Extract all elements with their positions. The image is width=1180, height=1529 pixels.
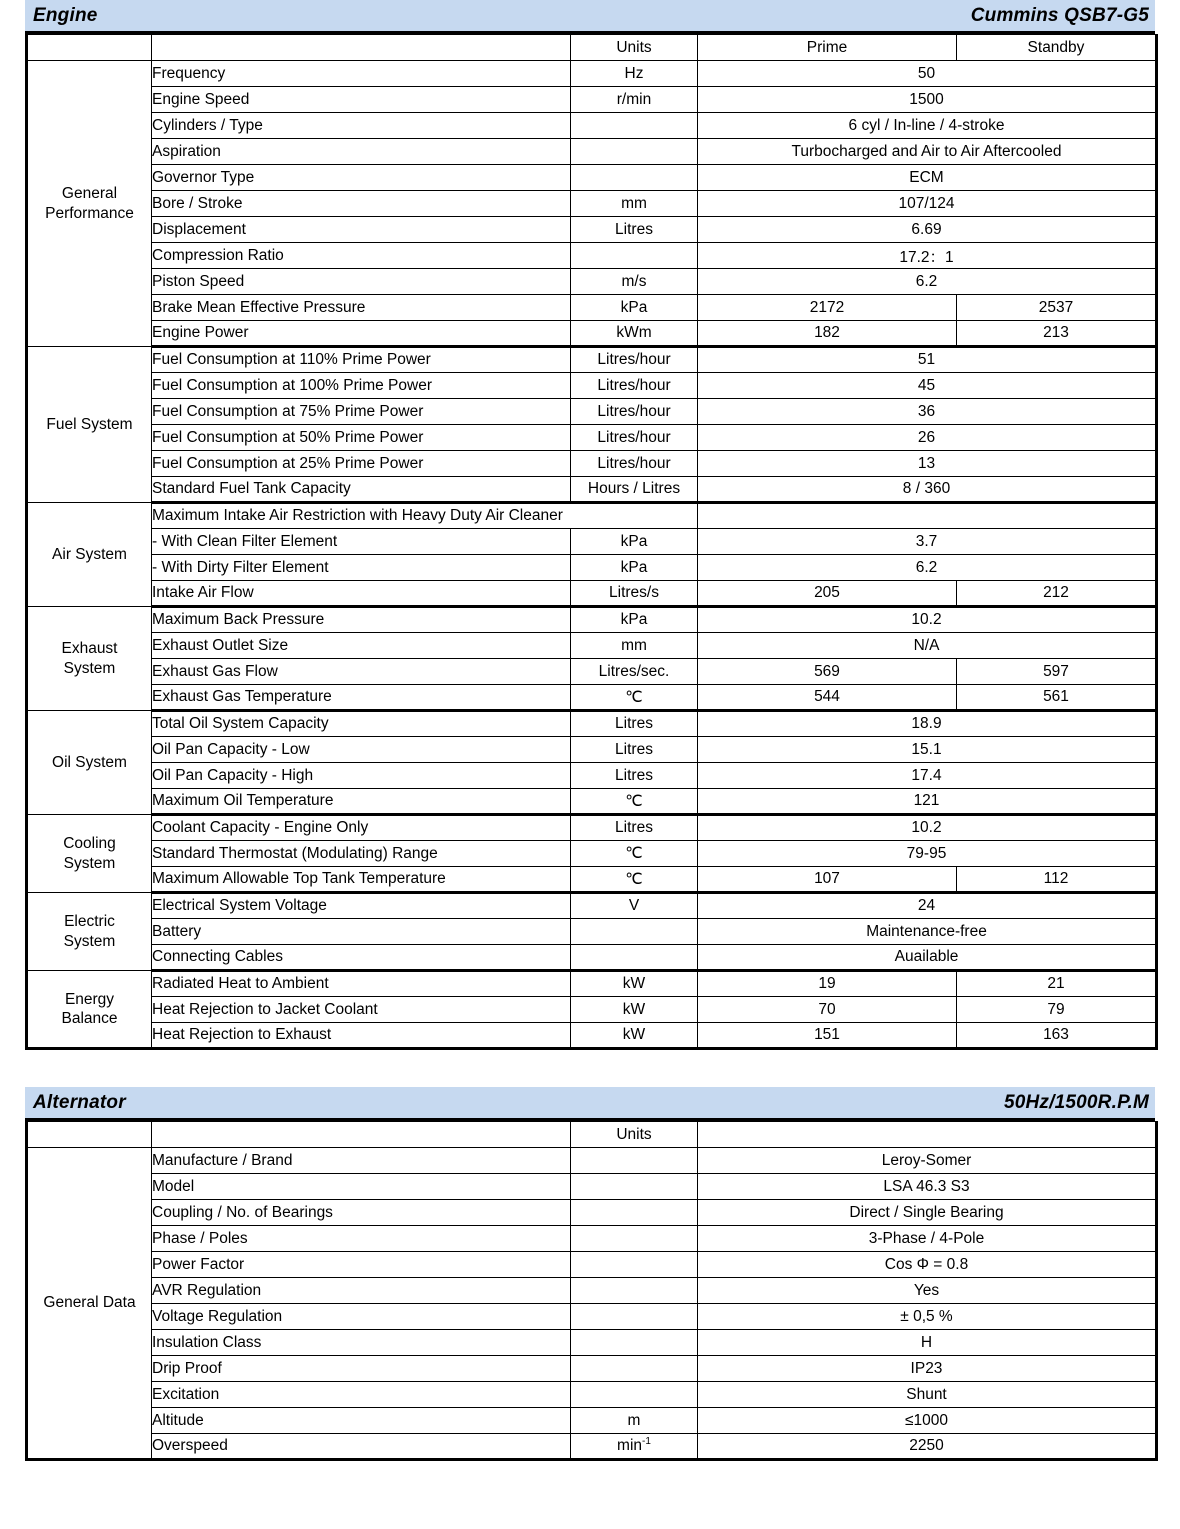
row-value-electrical-system-voltage: 24 xyxy=(698,893,1157,919)
row-standby-radiated-heat-to-ambient: 21 xyxy=(957,971,1157,997)
row-units-standard-thermostat-modulating-range: ℃ xyxy=(571,841,698,867)
table-row xyxy=(27,217,1157,243)
row-standby-brake-mean-effective-pressure: 2537 xyxy=(957,295,1157,321)
row-units-coolant-capacity-engine-only: Litres xyxy=(571,815,698,841)
table-row xyxy=(27,191,1157,217)
row-value-engine-speed: 1500 xyxy=(698,87,1157,113)
alternator-banner-title: Alternator xyxy=(33,1091,126,1113)
row-value-maximum-intake-air-restriction-with-heavy-duty-air-cleaner xyxy=(698,503,1157,529)
row-value-coupling-no-of-bearings: Direct / Single Bearing xyxy=(698,1200,1157,1226)
row-label-piston-speed: Piston Speed xyxy=(152,269,571,295)
row-label-frequency: Frequency xyxy=(152,61,571,87)
row-value-bore-stroke: 107/124 xyxy=(698,191,1157,217)
row-units-aspiration xyxy=(571,139,698,165)
row-units-exhaust-gas-flow: Litres/sec. xyxy=(571,659,698,685)
table-row xyxy=(27,555,1157,581)
table-row xyxy=(27,737,1157,763)
row-units-maximum-oil-temperature: ℃ xyxy=(571,789,698,815)
row-units-displacement: Litres xyxy=(571,217,698,243)
row-label-displacement: Displacement xyxy=(152,217,571,243)
engine-banner xyxy=(25,0,1155,34)
row-label-maximum-intake-air-restriction-with-heavy-duty-air-cleaner: Maximum Intake Air Restriction with Heavy Duty Air Cleaner xyxy=(152,503,698,529)
row-label-insulation-class: Insulation Class xyxy=(152,1330,571,1356)
row-label-brake-mean-effective-pressure: Brake Mean Effective Pressure xyxy=(152,295,571,321)
row-label-with-clean-filter-element: - With Clean Filter Element xyxy=(152,529,571,555)
row-units-maximum-back-pressure: kPa xyxy=(571,607,698,633)
row-units-battery xyxy=(571,919,698,945)
table-row xyxy=(27,1356,1157,1382)
row-value-standard-fuel-tank-capacity: 8 / 360 xyxy=(698,477,1157,503)
row-label-coolant-capacity-engine-only: Coolant Capacity - Engine Only xyxy=(152,815,571,841)
row-label-fuel-consumption-at-110-prime-power: Fuel Consumption at 110% Prime Power xyxy=(152,347,571,373)
table-row xyxy=(27,633,1157,659)
row-label-drip-proof: Drip Proof xyxy=(152,1356,571,1382)
row-units-intake-air-flow: Litres/s xyxy=(571,581,698,607)
category-cell-oil-system: Oil System xyxy=(27,711,152,815)
row-value-manufacture-brand: Leroy-Somer xyxy=(698,1148,1157,1174)
table-row xyxy=(27,1200,1157,1226)
table-row xyxy=(27,139,1157,165)
engine-banner-title: Engine xyxy=(33,4,98,26)
row-units-excitation xyxy=(571,1382,698,1408)
category-cell-cooling-system: Cooling System xyxy=(27,815,152,893)
alternator-banner xyxy=(25,1087,1155,1121)
row-label-coupling-no-of-bearings: Coupling / No. of Bearings xyxy=(152,1200,571,1226)
row-standby-maximum-allowable-top-tank-temperature: 112 xyxy=(957,867,1157,893)
row-value-governor-type: ECM xyxy=(698,165,1157,191)
row-value-fuel-consumption-at-50-prime-power: 26 xyxy=(698,425,1157,451)
row-label-overspeed: Overspeed xyxy=(152,1434,571,1460)
row-value-total-oil-system-capacity: 18.9 xyxy=(698,711,1157,737)
row-label-exhaust-gas-flow: Exhaust Gas Flow xyxy=(152,659,571,685)
row-units-engine-speed: r/min xyxy=(571,87,698,113)
engine-table-header-row xyxy=(27,35,1157,61)
row-label-total-oil-system-capacity: Total Oil System Capacity xyxy=(152,711,571,737)
row-value-fuel-consumption-at-25-prime-power: 13 xyxy=(698,451,1157,477)
table-row xyxy=(27,1330,1157,1356)
row-units-drip-proof xyxy=(571,1356,698,1382)
alternator-table-header-row xyxy=(27,1122,1157,1148)
row-label-intake-air-flow: Intake Air Flow xyxy=(152,581,571,607)
table-row xyxy=(27,1382,1157,1408)
row-units-fuel-consumption-at-50-prime-power: Litres/hour xyxy=(571,425,698,451)
engine-header-blank-label xyxy=(152,35,571,61)
row-units-model xyxy=(571,1174,698,1200)
alternator-table-body xyxy=(27,1148,1157,1460)
row-units-frequency: Hz xyxy=(571,61,698,87)
row-label-connecting-cables: Connecting Cables xyxy=(152,945,571,971)
table-row xyxy=(27,659,1157,685)
row-value-with-clean-filter-element: 3.7 xyxy=(698,529,1157,555)
table-row xyxy=(27,295,1157,321)
row-standby-heat-rejection-to-jacket-coolant: 79 xyxy=(957,997,1157,1023)
row-label-cylinders-type: Cylinders / Type xyxy=(152,113,571,139)
alternator-header-blank-label xyxy=(152,1122,571,1148)
table-row xyxy=(27,1023,1157,1049)
table-row xyxy=(27,529,1157,555)
table-row xyxy=(27,61,1157,87)
row-standby-intake-air-flow: 212 xyxy=(957,581,1157,607)
row-units-manufacture-brand xyxy=(571,1148,698,1174)
category-cell-fuel-system: Fuel System xyxy=(27,347,152,503)
table-row xyxy=(27,321,1157,347)
row-prime-brake-mean-effective-pressure: 2172 xyxy=(698,295,957,321)
table-row xyxy=(27,243,1157,269)
table-row xyxy=(27,607,1157,633)
row-prime-engine-power: 182 xyxy=(698,321,957,347)
table-row xyxy=(27,997,1157,1023)
row-label-with-dirty-filter-element: - With Dirty Filter Element xyxy=(152,555,571,581)
row-value-excitation: Shunt xyxy=(698,1382,1157,1408)
row-units-piston-speed: m/s xyxy=(571,269,698,295)
row-units-with-dirty-filter-element: kPa xyxy=(571,555,698,581)
table-row xyxy=(27,113,1157,139)
row-prime-exhaust-gas-temperature: 544 xyxy=(698,685,957,711)
row-label-electrical-system-voltage: Electrical System Voltage xyxy=(152,893,571,919)
row-value-insulation-class: H xyxy=(698,1330,1157,1356)
row-units-bore-stroke: mm xyxy=(571,191,698,217)
row-prime-heat-rejection-to-exhaust: 151 xyxy=(698,1023,957,1049)
row-label-aspiration: Aspiration xyxy=(152,139,571,165)
row-units-insulation-class xyxy=(571,1330,698,1356)
row-prime-radiated-heat-to-ambient: 19 xyxy=(698,971,957,997)
row-value-exhaust-outlet-size: N/A xyxy=(698,633,1157,659)
row-value-standard-thermostat-modulating-range: 79-95 xyxy=(698,841,1157,867)
row-label-phase-poles: Phase / Poles xyxy=(152,1226,571,1252)
category-cell-electric-system: Electric System xyxy=(27,893,152,971)
row-units-compression-ratio xyxy=(571,243,698,269)
row-units-radiated-heat-to-ambient: kW xyxy=(571,971,698,997)
row-value-fuel-consumption-at-110-prime-power: 51 xyxy=(698,347,1157,373)
alternator-rating-label: 50Hz/1500R.P.M xyxy=(1003,1091,1149,1113)
table-row xyxy=(27,945,1157,971)
row-standby-exhaust-gas-flow: 597 xyxy=(957,659,1157,685)
row-value-cylinders-type: 6 cyl / In-line / 4-stroke xyxy=(698,113,1157,139)
row-units-total-oil-system-capacity: Litres xyxy=(571,711,698,737)
table-row xyxy=(27,1226,1157,1252)
row-value-connecting-cables: Auailable xyxy=(698,945,1157,971)
row-value-phase-poles: 3-Phase / 4-Pole xyxy=(698,1226,1157,1252)
table-row xyxy=(27,893,1157,919)
table-row xyxy=(27,425,1157,451)
row-units-electrical-system-voltage: V xyxy=(571,893,698,919)
row-label-fuel-consumption-at-50-prime-power: Fuel Consumption at 50% Prime Power xyxy=(152,425,571,451)
row-value-power-factor: Cos Φ = 0.8 xyxy=(698,1252,1157,1278)
row-value-frequency: 50 xyxy=(698,61,1157,87)
row-prime-intake-air-flow: 205 xyxy=(698,581,957,607)
table-row xyxy=(27,1148,1157,1174)
row-label-excitation: Excitation xyxy=(152,1382,571,1408)
row-value-displacement: 6.69 xyxy=(698,217,1157,243)
row-label-maximum-allowable-top-tank-temperature: Maximum Allowable Top Tank Temperature xyxy=(152,867,571,893)
row-units-oil-pan-capacity-high: Litres xyxy=(571,763,698,789)
table-row xyxy=(27,841,1157,867)
table-row xyxy=(27,919,1157,945)
row-units-exhaust-outlet-size: mm xyxy=(571,633,698,659)
table-row xyxy=(27,1408,1157,1434)
row-label-fuel-consumption-at-100-prime-power: Fuel Consumption at 100% Prime Power xyxy=(152,373,571,399)
row-units-exhaust-gas-temperature: ℃ xyxy=(571,685,698,711)
row-value-maximum-oil-temperature: 121 xyxy=(698,789,1157,815)
row-units-voltage-regulation xyxy=(571,1304,698,1330)
table-row xyxy=(27,1304,1157,1330)
row-label-model: Model xyxy=(152,1174,571,1200)
table-row xyxy=(27,1434,1157,1460)
row-label-heat-rejection-to-exhaust: Heat Rejection to Exhaust xyxy=(152,1023,571,1049)
table-row xyxy=(27,373,1157,399)
category-cell-general-performance: General Performance xyxy=(27,61,152,347)
table-row xyxy=(27,789,1157,815)
row-units-governor-type xyxy=(571,165,698,191)
row-label-oil-pan-capacity-low: Oil Pan Capacity - Low xyxy=(152,737,571,763)
table-row xyxy=(27,1278,1157,1304)
table-row xyxy=(27,399,1157,425)
row-label-voltage-regulation: Voltage Regulation xyxy=(152,1304,571,1330)
row-label-maximum-back-pressure: Maximum Back Pressure xyxy=(152,607,571,633)
row-value-fuel-consumption-at-100-prime-power: 45 xyxy=(698,373,1157,399)
row-label-engine-power: Engine Power xyxy=(152,321,571,347)
row-value-altitude: ≤1000 xyxy=(698,1408,1157,1434)
row-label-power-factor: Power Factor xyxy=(152,1252,571,1278)
row-units-brake-mean-effective-pressure: kPa xyxy=(571,295,698,321)
table-row xyxy=(27,711,1157,737)
table-row xyxy=(27,1174,1157,1200)
engine-header-units: Units xyxy=(571,35,698,61)
units-exponent: -1 xyxy=(642,1436,651,1448)
row-label-compression-ratio: Compression Ratio xyxy=(152,243,571,269)
engine-model-label: Cummins QSB7-G5 xyxy=(970,4,1149,26)
row-value-coolant-capacity-engine-only: 10.2 xyxy=(698,815,1157,841)
table-row xyxy=(27,165,1157,191)
alternator-header-value xyxy=(698,1122,1157,1148)
row-prime-maximum-allowable-top-tank-temperature: 107 xyxy=(698,867,957,893)
row-units-fuel-consumption-at-25-prime-power: Litres/hour xyxy=(571,451,698,477)
row-value-avr-regulation: Yes xyxy=(698,1278,1157,1304)
engine-header-blank-category xyxy=(27,35,152,61)
row-standby-heat-rejection-to-exhaust: 163 xyxy=(957,1023,1157,1049)
engine-spec-table xyxy=(25,34,1158,1050)
table-row xyxy=(27,269,1157,295)
engine-table-body xyxy=(27,61,1157,1049)
table-row xyxy=(27,477,1157,503)
row-units-maximum-allowable-top-tank-temperature: ℃ xyxy=(571,867,698,893)
row-label-exhaust-gas-temperature: Exhaust Gas Temperature xyxy=(152,685,571,711)
section-gap xyxy=(25,1050,1155,1087)
row-prime-exhaust-gas-flow: 569 xyxy=(698,659,957,685)
row-units-phase-poles xyxy=(571,1226,698,1252)
row-units-oil-pan-capacity-low: Litres xyxy=(571,737,698,763)
row-label-fuel-consumption-at-75-prime-power: Fuel Consumption at 75% Prime Power xyxy=(152,399,571,425)
table-row xyxy=(27,503,1157,529)
row-value-battery: Maintenance-free xyxy=(698,919,1157,945)
row-units-engine-power: kWm xyxy=(571,321,698,347)
row-label-oil-pan-capacity-high: Oil Pan Capacity - High xyxy=(152,763,571,789)
table-row xyxy=(27,685,1157,711)
row-units-coupling-no-of-bearings xyxy=(571,1200,698,1226)
row-units-altitude: m xyxy=(571,1408,698,1434)
table-row xyxy=(27,815,1157,841)
table-row xyxy=(27,867,1157,893)
row-label-fuel-consumption-at-25-prime-power: Fuel Consumption at 25% Prime Power xyxy=(152,451,571,477)
row-label-maximum-oil-temperature: Maximum Oil Temperature xyxy=(152,789,571,815)
table-row xyxy=(27,971,1157,997)
row-units-with-clean-filter-element: kPa xyxy=(571,529,698,555)
table-row xyxy=(27,451,1157,477)
table-row xyxy=(27,763,1157,789)
row-label-engine-speed: Engine Speed xyxy=(152,87,571,113)
row-units-avr-regulation xyxy=(571,1278,698,1304)
alternator-spec-table xyxy=(25,1121,1158,1461)
row-value-maximum-back-pressure: 10.2 xyxy=(698,607,1157,633)
category-cell-exhaust-system: Exhaust System xyxy=(27,607,152,711)
row-label-heat-rejection-to-jacket-coolant: Heat Rejection to Jacket Coolant xyxy=(152,997,571,1023)
row-units-heat-rejection-to-exhaust: kW xyxy=(571,1023,698,1049)
table-row xyxy=(27,87,1157,113)
row-value-overspeed: 2250 xyxy=(698,1434,1157,1460)
engine-header-prime: Prime xyxy=(698,35,957,61)
row-value-oil-pan-capacity-low: 15.1 xyxy=(698,737,1157,763)
table-row xyxy=(27,581,1157,607)
row-units-fuel-consumption-at-110-prime-power: Litres/hour xyxy=(571,347,698,373)
row-label-standard-fuel-tank-capacity: Standard Fuel Tank Capacity xyxy=(152,477,571,503)
row-units-fuel-consumption-at-75-prime-power: Litres/hour xyxy=(571,399,698,425)
row-units-power-factor xyxy=(571,1252,698,1278)
row-value-aspiration: Turbocharged and Air to Air Aftercooled xyxy=(698,139,1157,165)
row-label-manufacture-brand: Manufacture / Brand xyxy=(152,1148,571,1174)
table-row xyxy=(27,347,1157,373)
row-units-standard-fuel-tank-capacity: Hours / Litres xyxy=(571,477,698,503)
row-standby-engine-power: 213 xyxy=(957,321,1157,347)
row-label-standard-thermostat-modulating-range: Standard Thermostat (Modulating) Range xyxy=(152,841,571,867)
row-prime-heat-rejection-to-jacket-coolant: 70 xyxy=(698,997,957,1023)
row-units-cylinders-type xyxy=(571,113,698,139)
row-units-fuel-consumption-at-100-prime-power: Litres/hour xyxy=(571,373,698,399)
engine-header-standby: Standby xyxy=(957,35,1157,61)
row-label-battery: Battery xyxy=(152,919,571,945)
row-units-heat-rejection-to-jacket-coolant: kW xyxy=(571,997,698,1023)
row-units-overspeed: $\min^{-1}$ xyxy=(571,1434,698,1460)
row-value-with-dirty-filter-element: 6.2 xyxy=(698,555,1157,581)
row-value-drip-proof: IP23 xyxy=(698,1356,1157,1382)
alternator-header-blank-category xyxy=(27,1122,152,1148)
row-value-model: LSA 46.3 S3 xyxy=(698,1174,1157,1200)
row-label-radiated-heat-to-ambient: Radiated Heat to Ambient xyxy=(152,971,571,997)
row-label-altitude: Altitude xyxy=(152,1408,571,1434)
category-cell-air-system: Air System xyxy=(27,503,152,607)
row-label-governor-type: Governor Type xyxy=(152,165,571,191)
alternator-header-units: Units xyxy=(571,1122,698,1148)
table-row xyxy=(27,1252,1157,1278)
row-value-compression-ratio: 17.2：1 xyxy=(698,243,1157,269)
row-label-bore-stroke: Bore / Stroke xyxy=(152,191,571,217)
row-label-avr-regulation: AVR Regulation xyxy=(152,1278,571,1304)
row-standby-exhaust-gas-temperature: 561 xyxy=(957,685,1157,711)
category-cell-general-data: General Data xyxy=(27,1148,152,1460)
row-value-piston-speed: 6.2 xyxy=(698,269,1157,295)
row-value-voltage-regulation: ± 0,5 % xyxy=(698,1304,1157,1330)
category-cell-energy-balance: Energy Balance xyxy=(27,971,152,1049)
row-value-fuel-consumption-at-75-prime-power: 36 xyxy=(698,399,1157,425)
row-units-connecting-cables xyxy=(571,945,698,971)
row-value-oil-pan-capacity-high: 17.4 xyxy=(698,763,1157,789)
row-label-exhaust-outlet-size: Exhaust Outlet Size xyxy=(152,633,571,659)
